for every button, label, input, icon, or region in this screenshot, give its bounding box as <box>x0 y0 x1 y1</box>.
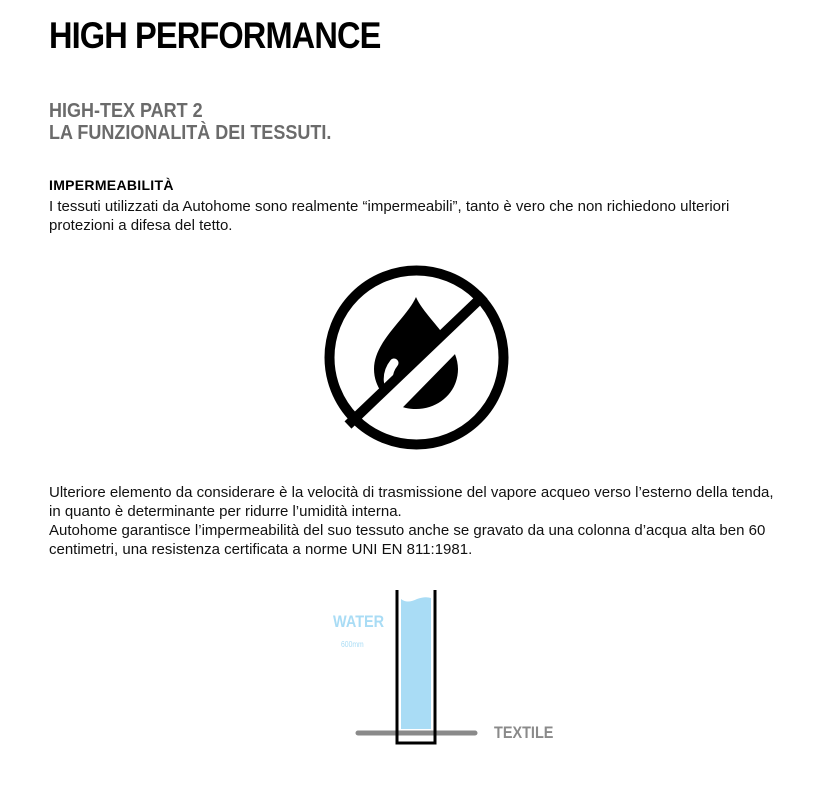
section-heading: IMPERMEABILITÀ <box>49 177 174 193</box>
subtitle-line-2: LA FUNZIONALITÀ DEI TESSUTI. <box>49 122 332 144</box>
page-subtitle <box>49 100 331 144</box>
body-line-2: Autohome garantisce l’impermeabilità del suo tessuto anche se gravato da una colonna d’acqua alta ben 60 centimetri, una resistenza certificata a norme UNI EN 811:1981. <box>49 522 766 558</box>
intro-paragraph: I tessuti utilizzati da Autohome sono realmente “impermeabili”, tanto è vero che non richiedono ulteriori protezioni a difesa del tetto. <box>49 198 730 234</box>
water-label: WATER <box>333 612 385 631</box>
water-height-label: 600mm <box>341 640 364 649</box>
textile-label: TEXTILE <box>494 723 554 742</box>
page-title: HIGH PERFORMANCE <box>49 15 381 56</box>
subtitle-line-1: HIGH-TEX PART 2 <box>49 100 203 122</box>
body-line-1: Ulteriore elemento da considerare è la velocità di trasmissione del vapore acqueo verso l’esterno della tenda, in quanto è determinante per ridurre l’umidità interna. <box>49 484 774 520</box>
body-paragraph <box>49 483 789 559</box>
water-fill <box>401 597 431 729</box>
no-water-drop-icon <box>322 263 511 452</box>
